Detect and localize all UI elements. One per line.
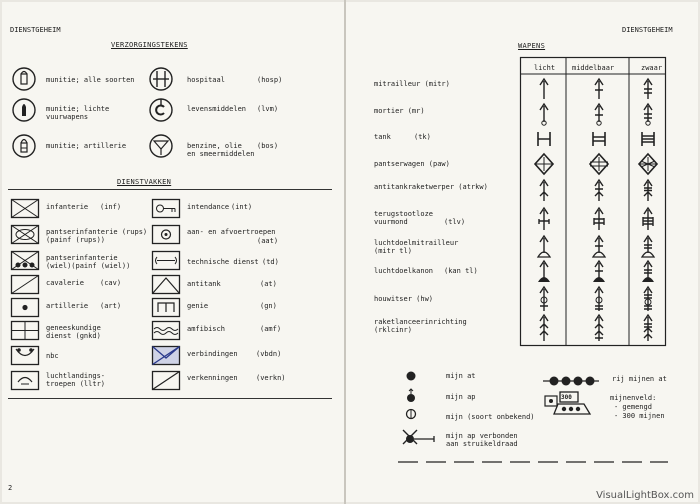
aa-machine-gun-light-symbol	[537, 235, 551, 259]
weapon-abbr-recoilless: (tlv)	[444, 218, 466, 226]
machine-gun-medium-symbol	[593, 77, 605, 99]
aa-machine-gun-medium-symbol	[592, 235, 606, 259]
weapons-title: WAPENS	[518, 42, 546, 50]
branch-label-engineer: genie	[187, 302, 209, 310]
weapon-label-aa-gun: luchtdoelkanon	[374, 267, 434, 275]
food-icon	[149, 98, 173, 122]
antitank-symbol	[152, 275, 180, 295]
supply-section-title: VERZORGINGSTEKENS	[111, 41, 188, 49]
supply-label-fuel: benzine, olie en smeermiddelen	[187, 142, 255, 158]
infantry-symbol	[11, 199, 39, 219]
weapon-label-aa-machine-gun: luchtdoelmitrailleur (mitr tl)	[374, 239, 459, 255]
branch-label-medical: geneeskundige dienst (gnkd)	[46, 324, 101, 340]
branch-abbr-signals: (vbdn)	[256, 350, 282, 358]
airborne-symbol	[11, 371, 39, 391]
minefield-line-mixed: - gemengd	[614, 403, 652, 411]
branch-abbr-antitank: (at)	[260, 280, 277, 288]
column-header-medium: middelbaar	[572, 64, 615, 72]
branch-label-supply-service: intendance	[187, 203, 230, 211]
artillery-symbol	[11, 298, 39, 318]
branch-label-maintenance: technische dienst	[187, 258, 259, 266]
weapon-label-machine-gun: mitrailleur (mitr)	[374, 80, 450, 88]
hospital-icon	[149, 67, 173, 91]
weapon-label-armored-car: pantserwagen (paw)	[374, 160, 450, 168]
supply-label-ammo-light: munitie; lichte vuurwapens	[46, 105, 110, 121]
branch-label-infantry: infanterie	[46, 203, 89, 211]
mine-label-tripwire: mijn ap verbonden aan struikeldraad	[446, 432, 518, 448]
branch-abbr-artillery: (art)	[100, 302, 122, 310]
left-page	[2, 2, 344, 502]
branch-abbr-engineer: (gn)	[260, 302, 277, 310]
mine-ap-icon	[404, 388, 418, 404]
supply-label-ammo-artillery: munitie; artillerie	[46, 142, 127, 150]
minefield-line-count: - 300 mijnen	[614, 412, 665, 420]
tank-medium-symbol	[590, 130, 608, 148]
aa-gun-light-symbol	[537, 260, 551, 284]
ammo-all-icon	[12, 67, 36, 91]
column-header-light: licht	[534, 64, 556, 72]
reconnaissance-symbol	[152, 371, 180, 391]
branch-label-reconnaissance: verkenningen	[187, 374, 238, 382]
mortar-heavy-symbol	[642, 102, 654, 126]
mine-tripwire-icon	[400, 427, 440, 447]
howitzer-heavy-symbol	[641, 286, 655, 312]
howitzer-light-symbol	[537, 286, 551, 312]
supply-abbr-food: (lvm)	[257, 105, 279, 113]
branch-label-nbc: nbc	[46, 352, 59, 360]
weapon-abbr-tank: (tk)	[414, 133, 431, 141]
rocket-launcher-light-symbol	[537, 314, 551, 342]
mine-row-label: rij mijnen at	[612, 375, 667, 383]
branch-label-cavalry: cavalerie	[46, 279, 84, 287]
engineer-symbol	[152, 298, 180, 318]
mortar-light-symbol	[538, 102, 550, 126]
section-bottom-rule	[8, 398, 332, 399]
watermark: VisualLightBox.com	[596, 490, 694, 501]
howitzer-medium-symbol	[592, 286, 606, 312]
machine-gun-light-symbol	[538, 77, 550, 99]
branch-label-amphibious: amfibisch	[187, 325, 225, 333]
rocket-launcher-heavy-symbol	[641, 314, 655, 342]
page-number: 2	[8, 484, 13, 492]
atgm-light-symbol	[538, 178, 550, 202]
mortar-medium-symbol	[593, 102, 605, 126]
atgm-medium-symbol	[593, 178, 605, 202]
left-header: DIENSTGEHEIM	[10, 26, 61, 34]
supply-label-food: levensmiddelen	[187, 105, 247, 113]
tank-light-symbol	[535, 130, 553, 148]
branch-abbr-reconnaissance: (verkn)	[256, 374, 286, 382]
weapon-abbr-aa-gun: (kan tl)	[444, 267, 478, 275]
branch-label-armored-infantry-wheeled: pantserinfanterie (wiel)(painf (wiel))	[46, 254, 131, 270]
recoilless-medium-symbol	[592, 207, 606, 231]
branch-abbr-cavalry: (cav)	[100, 279, 122, 287]
branches-section-title: DIENSTVAKKEN	[117, 178, 172, 186]
recoilless-heavy-symbol	[641, 207, 655, 231]
nbc-symbol	[11, 346, 39, 366]
supply-label-ammo-all: munitie; alle soorten	[46, 76, 135, 84]
minefield-icon	[544, 390, 600, 416]
mine-label-unknown: mijn (soort onbekend)	[446, 413, 535, 421]
recoilless-light-symbol	[537, 207, 551, 231]
transport-symbol	[152, 225, 180, 245]
weapon-label-howitzer: houwitser (hw)	[374, 295, 434, 303]
atgm-heavy-symbol	[642, 178, 654, 202]
dashed-minefield-boundary	[398, 460, 668, 464]
armored-car-medium-symbol	[589, 153, 609, 175]
machine-gun-heavy-symbol	[642, 77, 654, 99]
minefield-label: mijnenveld:	[610, 394, 657, 402]
weapon-label-tank: tank	[374, 133, 391, 141]
armored-infantry-tracked-symbol	[11, 225, 39, 245]
weapon-label-mortar: mortier (mr)	[374, 107, 425, 115]
mine-row-icon	[542, 374, 600, 388]
aa-machine-gun-heavy-symbol	[641, 235, 655, 259]
branch-abbr-maintenance: (td)	[262, 258, 279, 266]
supply-service-symbol	[152, 199, 180, 219]
mine-unknown-icon	[404, 407, 418, 421]
right-header: DIENSTGEHEIM	[622, 26, 673, 34]
ammo-artillery-icon	[12, 134, 36, 158]
branch-abbr-amphibious: (amf)	[260, 325, 282, 333]
aa-gun-heavy-symbol	[641, 260, 655, 284]
right-page	[346, 2, 698, 502]
branch-label-signals: verbindingen	[187, 350, 238, 358]
mine-label-at: mijn at	[446, 372, 476, 380]
mine-at-icon	[404, 369, 418, 383]
supply-label-hospital: hospitaal	[187, 76, 225, 84]
maintenance-symbol	[152, 251, 180, 271]
signals-symbol	[152, 346, 180, 366]
armored-car-light-symbol	[534, 153, 554, 175]
branch-label-antitank: antitank	[187, 280, 221, 288]
supply-abbr-fuel: (bos)	[257, 142, 279, 150]
branch-label-transport: aan- en afvoertroepen	[187, 228, 276, 236]
tank-heavy-symbol	[639, 130, 657, 148]
supply-abbr-hospital: (hosp)	[257, 76, 283, 84]
armored-infantry-wheeled-symbol	[11, 251, 39, 271]
column-header-heavy: zwaar	[641, 64, 663, 72]
branch-label-airborne: luchtlandings- troepen (lltr)	[46, 372, 106, 388]
aa-gun-medium-symbol	[592, 260, 606, 284]
weapon-label-recoilless: terugstootloze vuurmond	[374, 210, 434, 226]
branch-abbr-transport: (aat)	[257, 237, 279, 245]
branch-abbr-supply-service: (int)	[231, 203, 253, 211]
medical-symbol	[11, 321, 39, 341]
rocket-launcher-medium-symbol	[592, 314, 606, 342]
amphibious-symbol	[152, 321, 180, 341]
mine-label-ap: mijn ap	[446, 393, 476, 401]
ammo-light-icon	[12, 98, 36, 122]
branch-label-armored-infantry-tracked: pantserinfanterie (rups) (painf (rups))	[46, 228, 148, 244]
fuel-icon	[149, 134, 173, 158]
weapon-label-atgm: antitankraketwerper (atrkw)	[374, 183, 488, 191]
branch-label-artillery: artillerie	[46, 302, 89, 310]
minefield-count-text: 300	[561, 394, 572, 401]
cavalry-symbol	[11, 275, 39, 295]
branch-abbr-infantry: (inf)	[100, 203, 122, 211]
armored-car-heavy-symbol	[638, 153, 658, 175]
weapon-label-rocket-launcher: raketlanceerinrichting (rklcinr)	[374, 318, 467, 334]
section-divider	[8, 189, 332, 190]
